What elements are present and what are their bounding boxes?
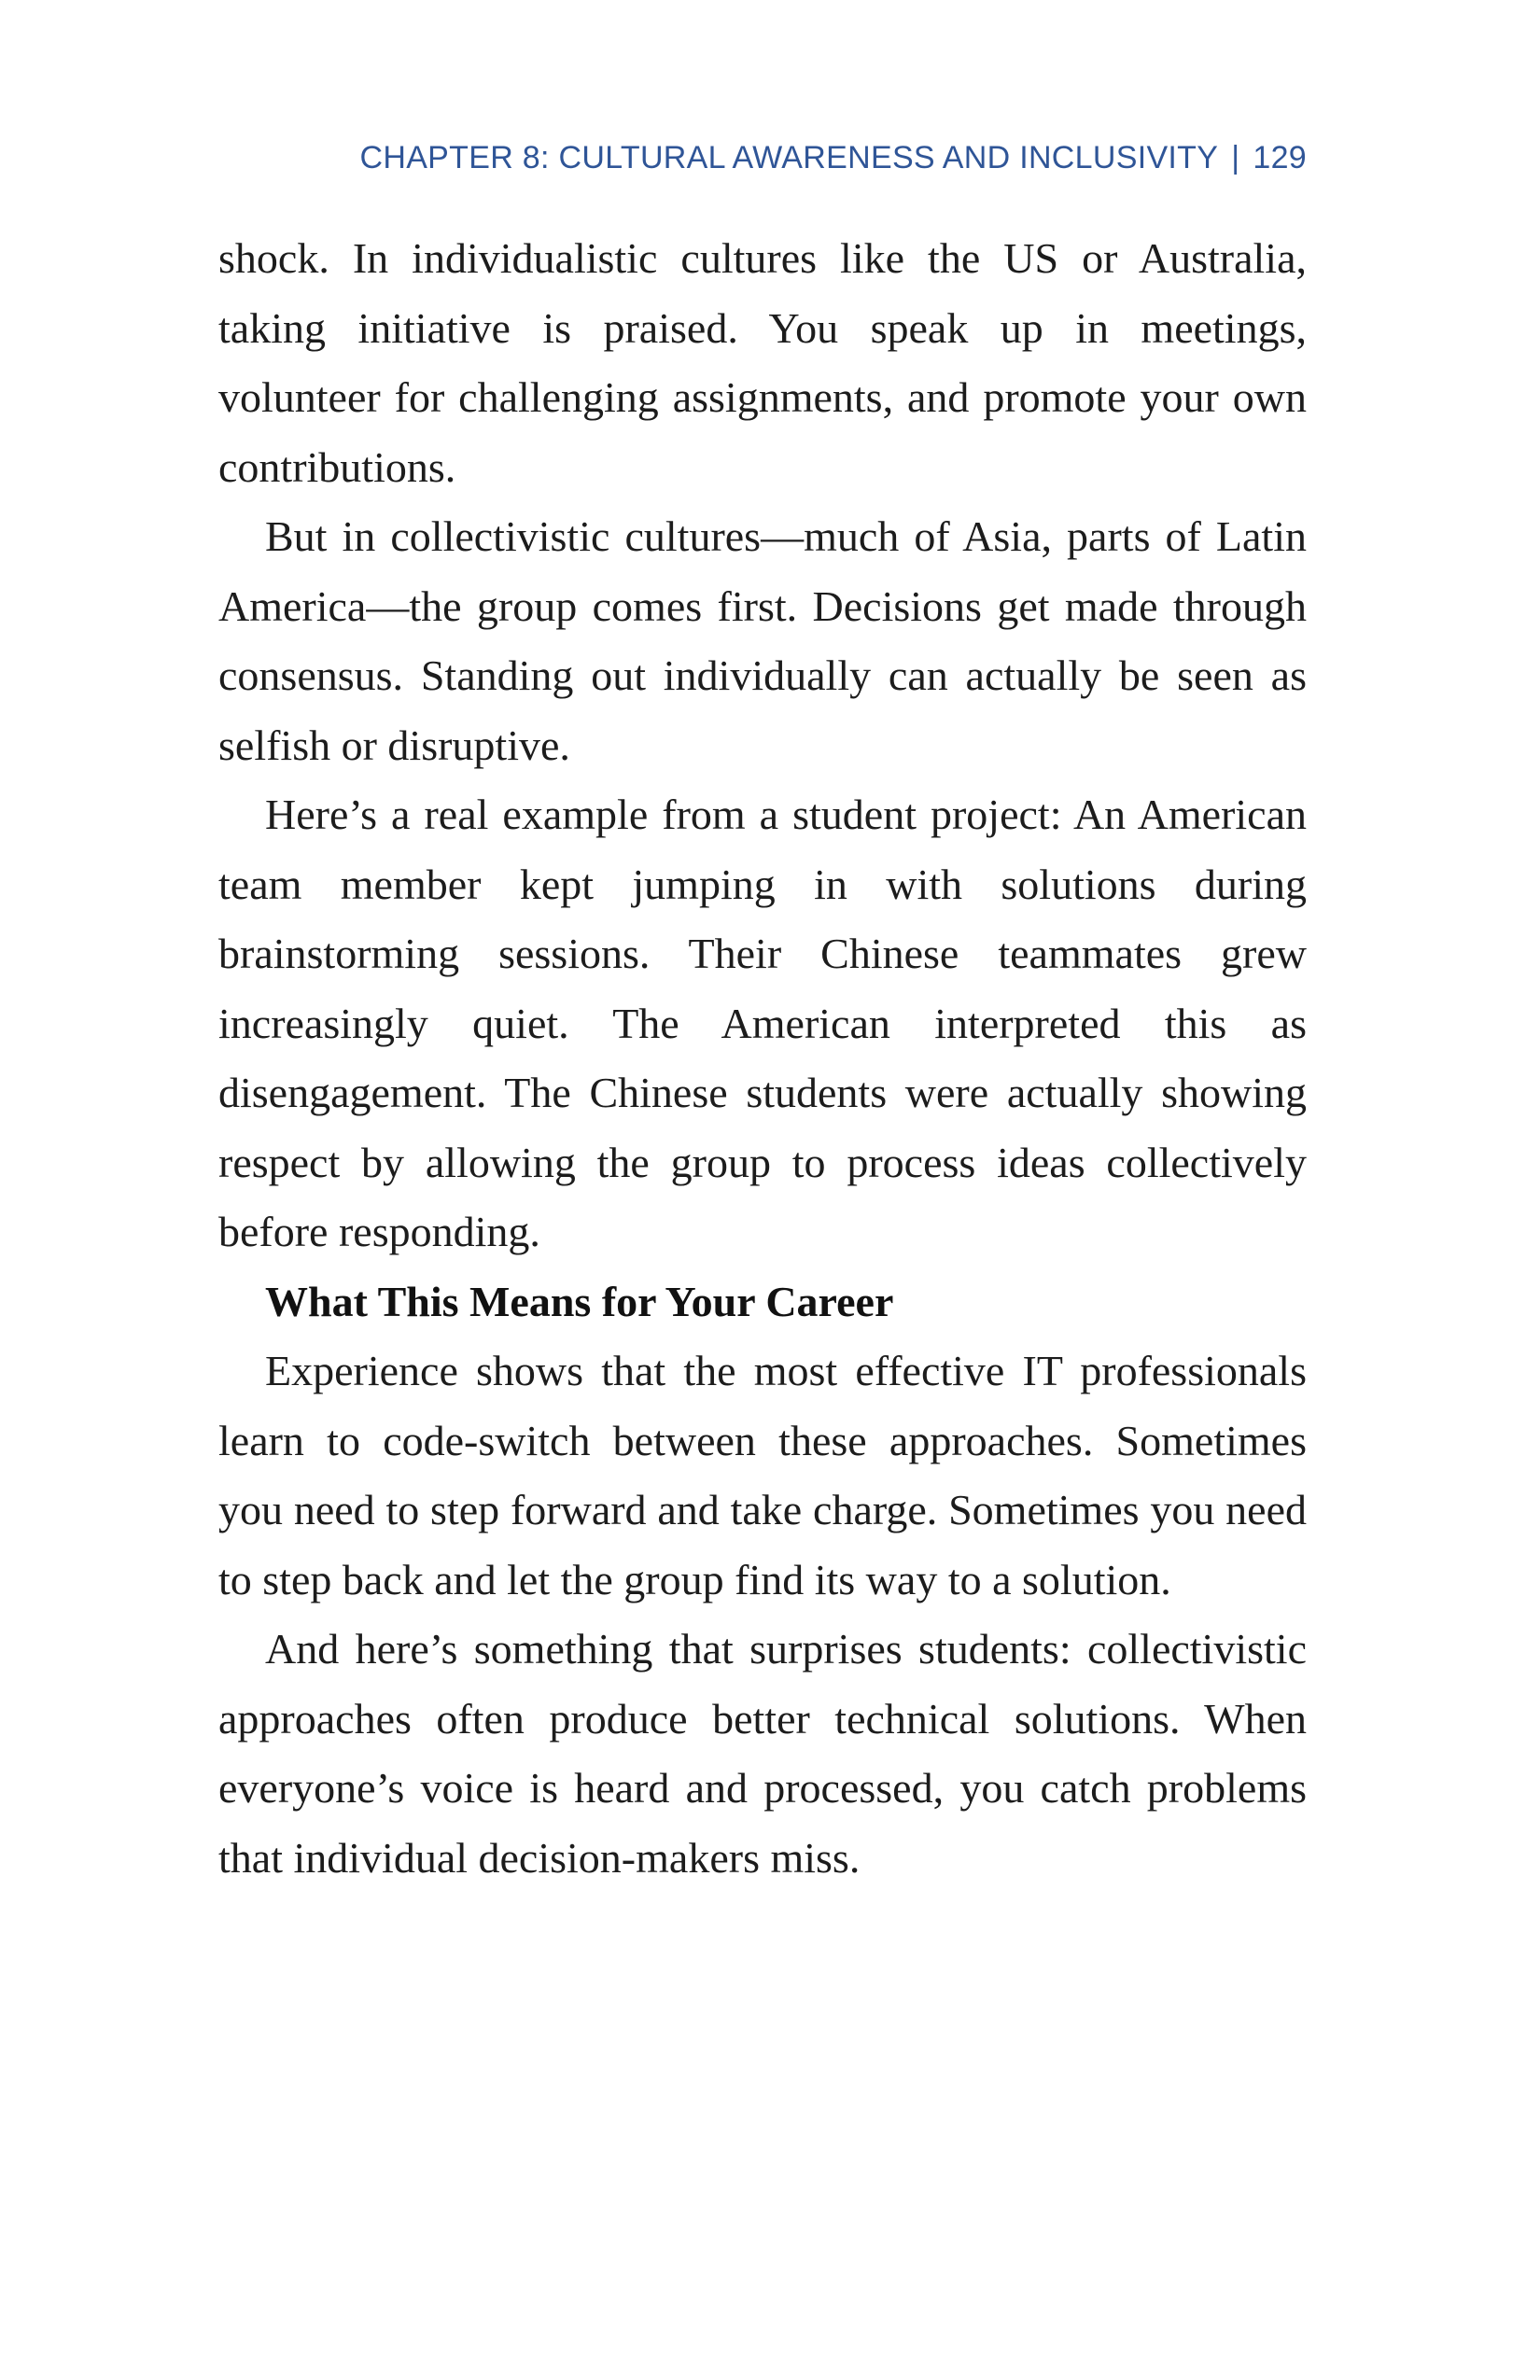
paragraph: Experience shows that the most effective IT professionals learn to code-switch between these approaches. Sometimes you need to step forward and take charge. Sometimes you need to step back and let the group find its way to a solution. [218, 1347, 1307, 1603]
chapter-title: CHAPTER 8: CULTURAL AWARENESS AND INCLUSIVITY [359, 140, 1219, 175]
running-header [218, 140, 1307, 176]
section-heading: What This Means for Your Career [265, 1277, 894, 1325]
page-number: 129 [1253, 140, 1307, 175]
paragraph: But in collectivistic cultures—much of Asia, parts of Latin America—the group comes first. Decisions get made through consensus. Standing out individually can actually be seen as selfish or disruptive. [218, 512, 1307, 769]
paragraph: shock. In individualistic cultures like the US or Australia, taking initiative is praised. You speak up in meetings, volunteer for challenging assignments, and promote your own contributions. [218, 234, 1307, 491]
header-separator: | [1231, 140, 1240, 175]
paragraph: And here’s something that surprises students: collectivistic approaches often produce better technical solutions. When everyone’s voice is heard and processed, you catch problems that individual decision-makers miss. [218, 1625, 1307, 1882]
paragraph: Here’s a real example from a student project: An American team member kept jumping in with solutions during brainstorming sessions. Their Chinese teammates grew increasingly quiet. The American interpreted this as disengagement. The Chinese students were actually showing respect by allowing the group to process ideas collectively before responding. [218, 791, 1307, 1255]
body-text [218, 224, 1307, 1893]
